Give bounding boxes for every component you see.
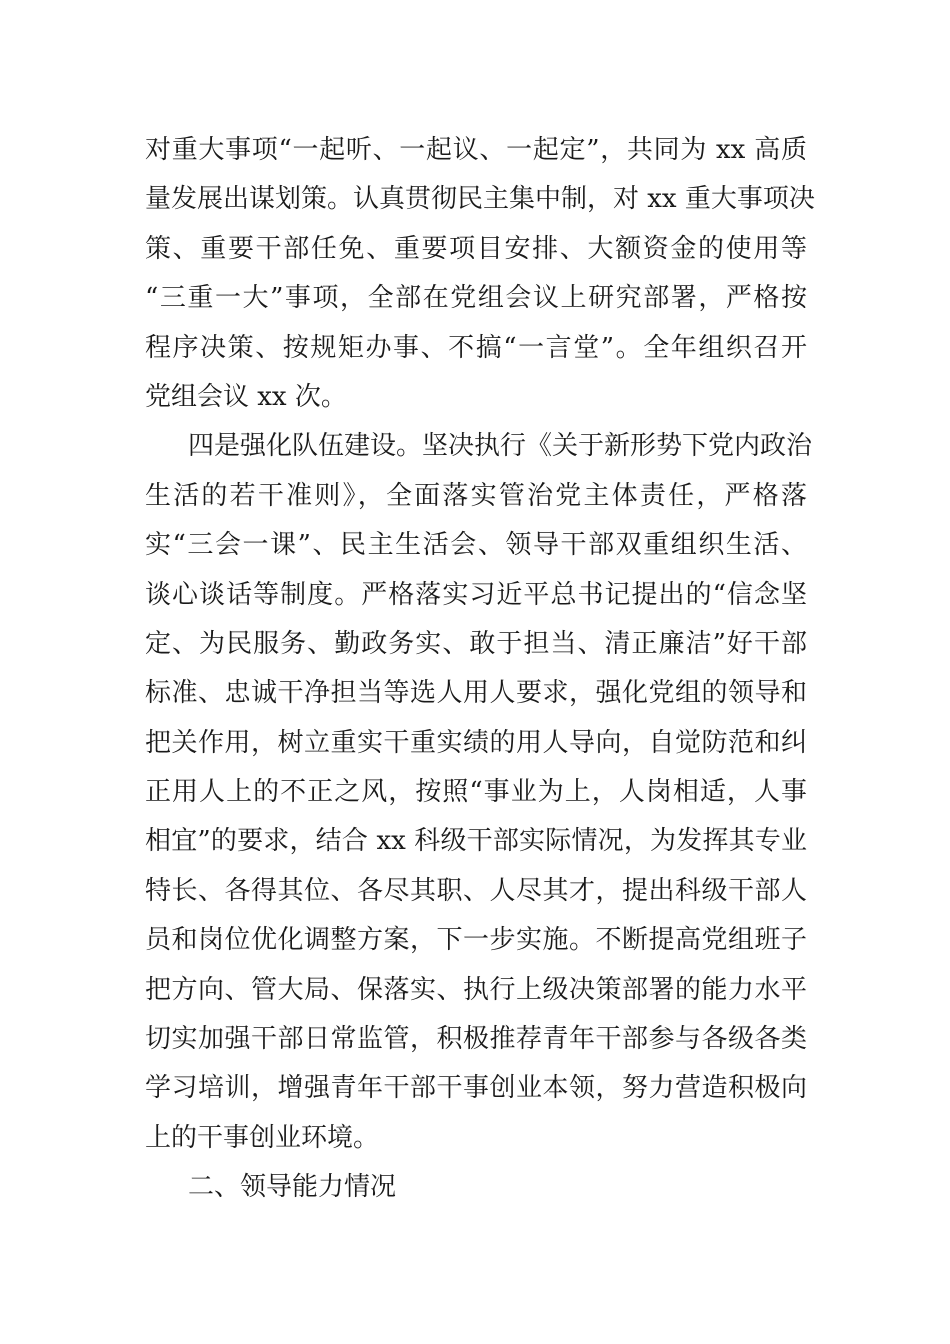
text-line: 把关作用，树立重实干重实绩的用人导向，自觉防范和纠 xyxy=(145,727,807,758)
text-line: 党组会议 xx 次。 xyxy=(145,381,347,412)
text-line: 员和岗位优化调整方案，下一步实施。不断提高党组班子 xyxy=(145,925,807,956)
document-body xyxy=(145,126,815,1213)
text-line: 正用人上的不正之风，按照“事业为上，人岗相适，人事 xyxy=(145,777,807,808)
text-line: “三重一大”事项，全部在党组会议上研究部署，严格按 xyxy=(145,283,807,314)
text-line: 定、为民服务、勤政务实、敢于担当、清正廉洁”好干部 xyxy=(145,628,807,659)
section-heading: 二、领导能力情况 xyxy=(188,1172,397,1203)
text-line: 对重大事项“一起听、一起议、一起定”，共同为 xx 高质 xyxy=(145,135,807,165)
text-line: 上的干事创业环境。 xyxy=(145,1122,380,1153)
text-line: 实“三会一课”、民主生活会、领导干部双重组织生活、 xyxy=(145,530,807,561)
text-line: 策、重要干部任免、重要项目安排、大额资金的使用等 xyxy=(145,233,807,264)
text-line: 程序决策、按规矩办事、不搞“一言堂”。全年组织召开 xyxy=(145,332,807,363)
text-line: 相宜”的要求，结合 xx 科级干部实际情况，为发挥其专业 xyxy=(145,826,807,857)
text-line: 生活的若干准则》，全面落实管治党主体责任，严格落 xyxy=(145,480,807,511)
text-line: 量发展出谋划策。认真贯彻民主集中制，对 xx 重大事项决 xyxy=(145,184,815,215)
text-line: 特长、各得其位、各尽其职、人尽其才，提出科级干部人 xyxy=(145,875,807,906)
paragraph-start-line: 四是强化队伍建设。坚决执行《关于新形势下党内政治 xyxy=(188,431,813,462)
text-line: 谈心谈话等制度。严格落实习近平总书记提出的“信念坚 xyxy=(145,579,807,610)
text-line: 标准、忠诚干净担当等选人用人要求，强化党组的领导和 xyxy=(145,678,807,709)
text-line: 把方向、管大局、保落实、执行上级决策部署的能力水平 xyxy=(145,974,807,1005)
text-line: 切实加强干部日常监管，积极推荐青年干部参与各级各类 xyxy=(145,1024,807,1055)
text-line: 学习培训，增强青年干部干事创业本领，努力营造积极向 xyxy=(145,1073,807,1104)
